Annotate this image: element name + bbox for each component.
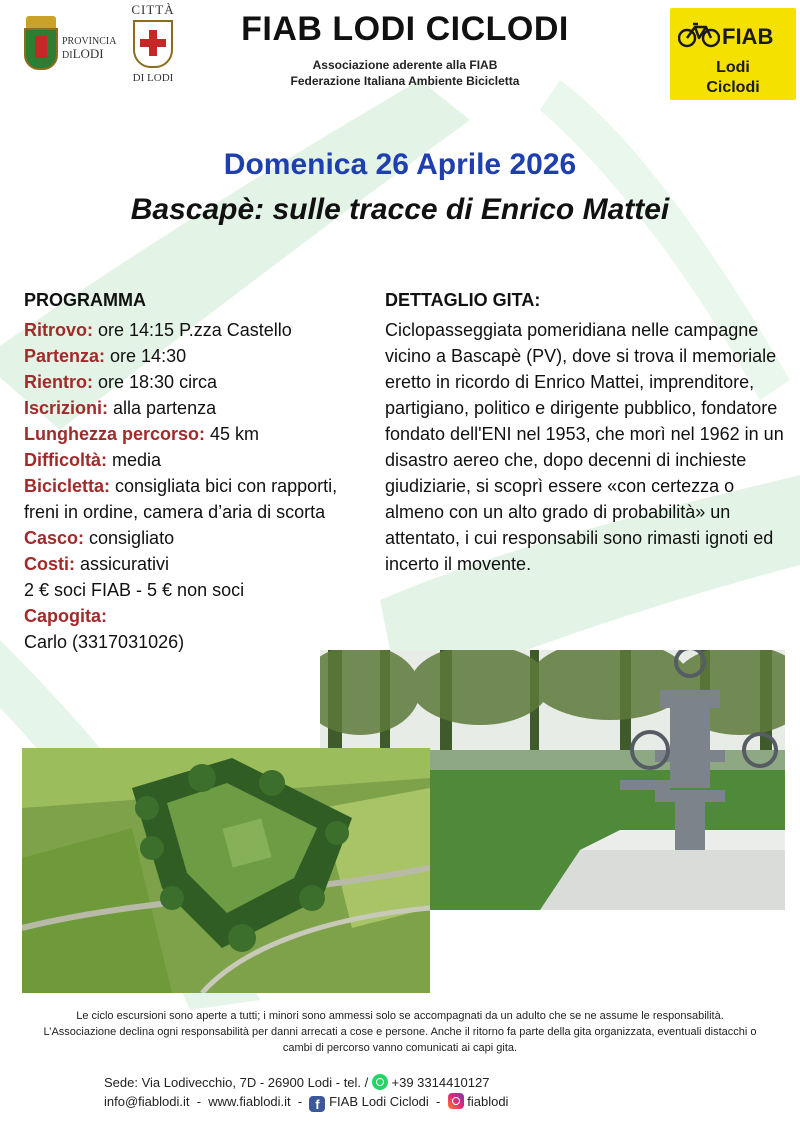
- costi-detail: 2 € soci FIAB - 5 € non soci: [24, 580, 245, 600]
- casco-row: [24, 525, 364, 551]
- bicicletta-value: consigliata bici con rapporti, freni in ordine, camera d’aria di scorta: [24, 476, 338, 522]
- partenza-row: [24, 343, 364, 369]
- fiab-logo-line1: Lodi: [716, 59, 750, 76]
- programma-heading: PROGRAMMA: [24, 290, 146, 310]
- aerial-photo-graphic: [22, 748, 430, 993]
- fiab-logo-brand: FIAB: [722, 24, 774, 49]
- event-date: Domenica 26 Aprile 2026: [223, 148, 577, 181]
- instagram-icon: [448, 1093, 464, 1109]
- dettaglio-heading: DETTAGLIO GITA:: [385, 290, 541, 310]
- instagram-link[interactable]: fiablodi: [467, 1094, 509, 1109]
- dettaglio-section: [385, 290, 785, 577]
- city-logo: [122, 2, 184, 92]
- partenza-label: Partenza:: [24, 346, 106, 366]
- capogita-value: Carlo (3317031026): [24, 632, 185, 652]
- whatsapp-icon: [372, 1074, 388, 1090]
- address-text: Sede: Via Lodivecchio, 7D - 26900 Lodi - tel. /: [104, 1075, 369, 1090]
- facebook-icon: f: [309, 1096, 325, 1112]
- phone-text[interactable]: +39 3314410127: [391, 1075, 490, 1090]
- province-logo-prefix: DI: [62, 50, 73, 61]
- province-logo-name: LODI: [72, 46, 104, 61]
- ritrovo-label: Ritrovo:: [24, 320, 93, 340]
- crown-icon: [26, 16, 56, 28]
- rientro-label: Rientro:: [24, 372, 93, 392]
- aerial-photo: [22, 748, 430, 993]
- capogita-row: [24, 603, 364, 629]
- city-seal-icon: [133, 20, 173, 68]
- org-title: FIAB LODI CICLODI: [241, 10, 569, 48]
- ritrovo-value: ore 14:15 P.zza Castello: [93, 320, 292, 340]
- casco-value: consigliato: [84, 528, 175, 548]
- bicycle-icon: [678, 22, 720, 48]
- iscrizioni-value: alla partenza: [108, 398, 217, 418]
- city-logo-bottom: DI LODI: [132, 72, 174, 84]
- city-logo-top: CITTÀ: [131, 2, 175, 17]
- website-link[interactable]: www.fiablodi.it: [208, 1094, 291, 1109]
- lunghezza-row: [24, 421, 364, 447]
- province-shield-icon: [24, 28, 58, 70]
- costi-row: [24, 551, 364, 577]
- bicicletta-label: Bicicletta:: [24, 476, 111, 496]
- org-subtitle: [190, 57, 620, 89]
- event-title: Bascapè: sulle tracce di Enrico Mattei: [130, 193, 670, 226]
- iscrizioni-row: [24, 395, 364, 421]
- rientro-value: ore 18:30 circa: [93, 372, 218, 392]
- org-subtitle-line1: Associazione aderente alla FIAB: [312, 58, 498, 72]
- separator: -: [196, 1094, 202, 1109]
- iscrizioni-label: Iscrizioni:: [24, 398, 109, 418]
- lunghezza-value: 45 km: [205, 424, 260, 444]
- facebook-link[interactable]: FIAB Lodi Ciclodi: [329, 1094, 429, 1109]
- separator: -: [297, 1094, 303, 1109]
- programma-section: [24, 290, 364, 655]
- difficolta-value: media: [107, 450, 162, 470]
- bicicletta-row: [24, 473, 364, 525]
- difficolta-label: Difficoltà:: [24, 450, 107, 470]
- rientro-row: [24, 369, 364, 395]
- province-logo: [18, 14, 118, 76]
- lunghezza-label: Lunghezza percorso:: [24, 424, 206, 444]
- costi-value: assicurativi: [75, 554, 170, 574]
- separator: -: [436, 1094, 441, 1109]
- province-logo-line1: PROVINCIA: [62, 36, 117, 47]
- costi-label: Costi:: [24, 554, 75, 574]
- fiab-logo-line2: Ciclodi: [706, 79, 760, 96]
- org-subtitle-line2: Federazione Italiana Ambiente Bicicletta: [290, 74, 520, 88]
- casco-label: Casco:: [24, 528, 85, 548]
- dettaglio-text: Ciclopasseggiata pomeridiana nelle campagne vicino a Bascapè (PV), dove si trova il memoriale eretto in ricordo di Enrico Mattei, imprenditore, partigiano, politico e dirigente pubblico, fondatore fondato dell'ENI nel 1953, che morì nel 1962 in un disastro aereo che, dopo decenni di inchieste giudiziarie, si scoprì essere «con certezza o almeno con un alto grado di probabilità» un attentato, i cui responsabili sono rimasti ignoti ed incerto il movente.: [385, 320, 784, 574]
- disclaimer: Le ciclo escursioni sono aperte a tutti; i minori sono ammessi solo se accompagnati da un adulto che se ne assume le responsabilità. L’Associazione declina ogni responsabilità per danni arrecati a cose e persone. Anche il ritorno fa parte della gita organizzata, eventuali distacchi o cambi di percorso vanno comunicati ai capi gita.: [43, 1010, 757, 1054]
- difficolta-row: [24, 447, 364, 473]
- email-link[interactable]: info@fiablodi.it: [104, 1094, 190, 1109]
- partenza-value: ore 14:30: [105, 346, 187, 366]
- fiab-logo: [670, 8, 796, 100]
- ritrovo-row: [24, 317, 364, 343]
- capogita-label: Capogita:: [24, 606, 107, 626]
